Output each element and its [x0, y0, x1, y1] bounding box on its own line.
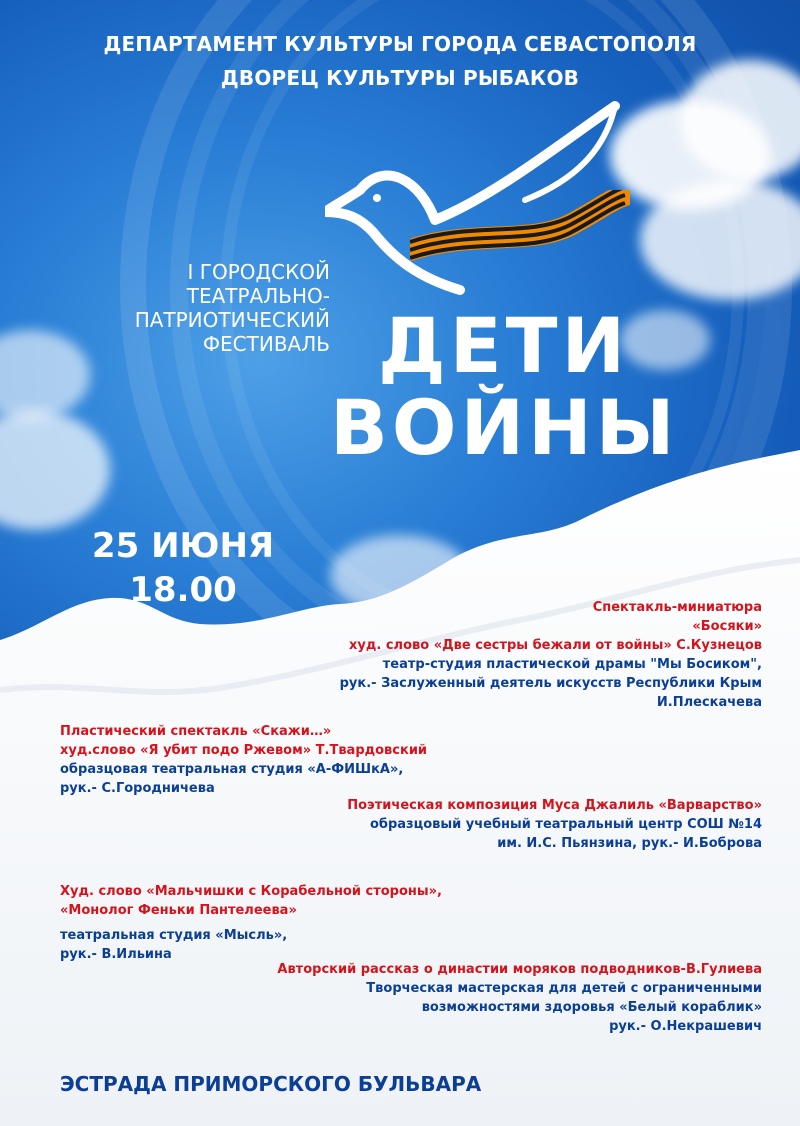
program-ensemble: театр-студия пластической драмы "Мы Босиком",	[382, 657, 762, 672]
festival-line-3: ПАТРИОТИЧЕСКИЙ	[134, 308, 330, 332]
department-title: ДЕПАРТАМЕНТ КУЛЬТУРЫ ГОРОДА СЕВАСТОПОЛЯ	[103, 32, 697, 56]
program-item: Худ. слово «Мальчишки с Корабельной стороны»,	[60, 884, 442, 899]
program-block-1	[340, 598, 762, 712]
event-date	[88, 524, 278, 612]
program-director: рук.- В.Ильина	[60, 947, 172, 962]
program-director: им. И.С. Пьянзина, рук.- И.Боброва	[497, 836, 762, 851]
program-block-5	[277, 960, 762, 1036]
program-item: худ. слово «Две сестры бежали от войны» С.Кузнецов	[349, 638, 762, 653]
program-director: рук.- О.Некрашевич	[609, 1019, 762, 1034]
festival-line-4: ФЕСТИВАЛЬ	[202, 332, 330, 356]
program-block-3	[347, 796, 762, 853]
program-ensemble: театральная студия «Мысль»,	[60, 928, 288, 943]
program-title: Пластический спектакль «Скажи…»	[60, 724, 332, 739]
program-title: Спектакль-миниатюра	[592, 600, 762, 615]
program-item: худ.слово «Я убит подо Ржевом» Т.Твардовский	[60, 743, 428, 758]
program-director: рук.- Заслуженный деятель искусств Республики Крым	[339, 676, 762, 691]
program-ensemble: Творческая мастерская для детей с ограниченными	[366, 981, 762, 996]
title-line-1: ДЕТИ	[378, 301, 630, 390]
program-block-2	[60, 722, 427, 798]
program-block-4	[60, 882, 442, 964]
program-director: рук.- С.Городничева	[60, 781, 215, 796]
palace-title: ДВОРЕЦ КУЛЬТУРЫ РЫБАКОВ	[220, 66, 580, 90]
event-time: 18.00	[129, 570, 237, 610]
program-ensemble: образцовый учебный театральный центр СОШ №14	[369, 817, 762, 832]
festival-line-2: ТЕАТРАЛЬНО-	[186, 284, 330, 308]
program-title: Авторский рассказ о династии моряков подводников-В.Гулиева	[277, 962, 762, 977]
title-line-2: ВОЙНЫ	[330, 383, 679, 472]
event-day: 25 ИЮНЯ	[91, 526, 275, 566]
program-title: «Босяки»	[692, 619, 762, 634]
venue: ЭСТРАДА ПРИМОРСКОГО БУЛЬВАРА	[60, 1072, 482, 1096]
program-director: И.Плескачева	[656, 695, 762, 710]
program-title: Поэтическая композиция Муса Джалиль «Варварство»	[347, 798, 762, 813]
festival-line-1: I ГОРОДСКОЙ	[187, 260, 330, 284]
program-ensemble: возможностями здоровья «Белый кораблик»	[421, 1000, 762, 1015]
program-item: «Монолог Феньки Пантелеева»	[60, 903, 297, 918]
program-ensemble: образцовая театральная студия «А-ФИШкА»,	[60, 762, 404, 777]
